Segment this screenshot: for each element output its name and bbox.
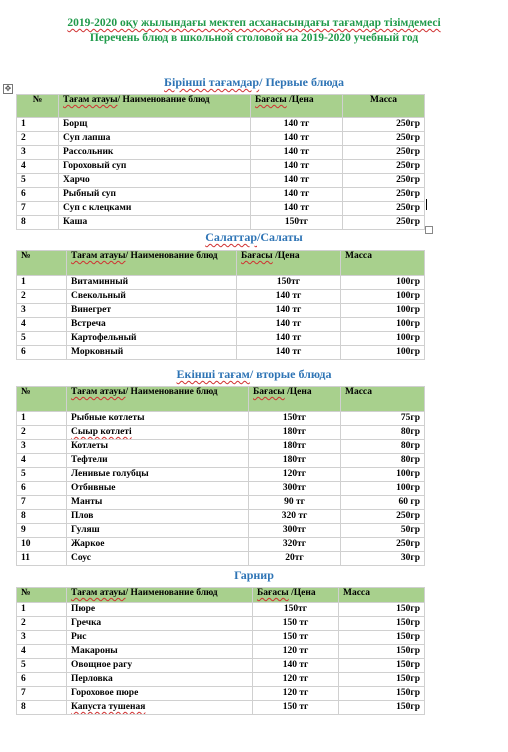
row-number: 5 — [17, 174, 59, 188]
dish-price: 140 тг — [237, 332, 341, 346]
table-row — [17, 412, 425, 426]
dish-price: 180тг — [249, 454, 341, 468]
col-header-number: № — [17, 588, 67, 603]
table-row — [17, 468, 425, 482]
dish-mass: 150гр — [339, 659, 425, 673]
text-cursor — [426, 199, 427, 210]
table-row — [17, 188, 425, 202]
dish-mass: 75гр — [341, 412, 425, 426]
dish-mass: 80гр — [341, 426, 425, 440]
row-number: 1 — [17, 276, 67, 290]
dish-name: Витаминный — [67, 276, 237, 290]
section-heading-main-courses: Екінші тағам/ вторые блюда — [176, 367, 332, 381]
dish-mass: 250гр — [341, 510, 425, 524]
table-header-row — [17, 251, 425, 276]
dish-mass: 150гр — [339, 617, 425, 631]
dish-mass: 250гр — [343, 188, 425, 202]
dish-price: 140 тг — [237, 318, 341, 332]
dish-price: 320тг — [249, 538, 341, 552]
dish-name: Тефтели — [67, 454, 249, 468]
table-salads — [16, 250, 425, 360]
dish-name: Жаркое — [67, 538, 249, 552]
row-number: 4 — [17, 318, 67, 332]
table-row — [17, 673, 425, 687]
row-number: 1 — [17, 603, 67, 617]
row-number: 6 — [17, 188, 59, 202]
table-row — [17, 346, 425, 360]
dish-price: 150 тг — [253, 631, 339, 645]
dish-name: Суп лапша — [59, 132, 251, 146]
row-number: 8 — [17, 701, 67, 715]
row-number: 8 — [17, 510, 67, 524]
dish-price: 150тг — [237, 276, 341, 290]
dish-name: Гуляш — [67, 524, 249, 538]
col-header-name: Тағам атауы/ Наименование блюд — [67, 387, 249, 412]
row-number: 1 — [17, 118, 59, 132]
row-number: 5 — [17, 659, 67, 673]
section-heading-first-courses: Бірінші тағамдар/ Первые блюда — [164, 75, 344, 89]
dish-price: 120тг — [249, 468, 341, 482]
dish-mass: 250гр — [343, 174, 425, 188]
table-row — [17, 552, 425, 566]
dish-name: Макароны — [67, 645, 253, 659]
table-header-row — [17, 588, 425, 603]
section-heading-salads: Салаттар/Салаты — [205, 230, 303, 244]
dish-price: 120 тг — [253, 687, 339, 701]
dish-name: Борщ — [59, 118, 251, 132]
dish-name: Встреча — [67, 318, 237, 332]
col-header-name: Тағам атауы/ Наименование блюд — [59, 95, 251, 118]
table-side-dishes — [16, 587, 425, 715]
dish-price: 150 тг — [253, 701, 339, 715]
dish-mass: 250гр — [343, 146, 425, 160]
dish-price: 300тг — [249, 482, 341, 496]
row-number: 4 — [17, 160, 59, 174]
dish-name: Плов — [67, 510, 249, 524]
dish-name: Соус — [67, 552, 249, 566]
dish-price: 120 тг — [253, 673, 339, 687]
table-row — [17, 202, 425, 216]
row-number: 3 — [17, 146, 59, 160]
col-header-price: Бағасы /Цена — [253, 588, 339, 603]
dish-name: Гречка — [67, 617, 253, 631]
dish-price: 150тг — [251, 216, 343, 230]
row-number: 2 — [17, 290, 67, 304]
table-row — [17, 146, 425, 160]
col-header-price: Бағасы /Цена — [251, 95, 343, 118]
dish-mass: 150гр — [339, 645, 425, 659]
row-number: 7 — [17, 202, 59, 216]
row-number: 5 — [17, 468, 67, 482]
col-header-name: Тағам атауы/ Наименование блюд — [67, 588, 253, 603]
row-number: 6 — [17, 482, 67, 496]
row-number: 9 — [17, 524, 67, 538]
document-title-kz: 2019-2020 оқу жылындағы мектеп асханасындағы тағамдар тізімдемесі — [67, 17, 441, 29]
row-number: 3 — [17, 631, 67, 645]
dish-mass: 100гр — [341, 332, 425, 346]
table-row — [17, 216, 425, 230]
dish-mass: 80гр — [341, 454, 425, 468]
table-header-row — [17, 387, 425, 412]
table-row — [17, 603, 425, 617]
dish-name: Ленивые голубцы — [67, 468, 249, 482]
dish-name: Рассольник — [59, 146, 251, 160]
dish-name: Пюре — [67, 603, 253, 617]
table-row — [17, 318, 425, 332]
dish-name: Морковный — [67, 346, 237, 360]
table-row — [17, 659, 425, 673]
row-number: 7 — [17, 496, 67, 510]
dish-name: Рыбный суп — [59, 188, 251, 202]
dish-price: 140 тг — [253, 659, 339, 673]
dish-mass: 60 гр — [341, 496, 425, 510]
table-first-courses — [16, 94, 425, 230]
row-number: 11 — [17, 552, 67, 566]
dish-mass: 50гр — [341, 524, 425, 538]
table-row — [17, 617, 425, 631]
col-header-price: Бағасы /Цена — [237, 251, 341, 276]
dish-mass: 250гр — [343, 160, 425, 174]
dish-name: Каша — [59, 216, 251, 230]
dish-price: 140 тг — [237, 304, 341, 318]
table-row — [17, 132, 425, 146]
row-number: 3 — [17, 304, 67, 318]
table-row — [17, 645, 425, 659]
col-header-number: № — [17, 251, 67, 276]
table-move-handle-icon[interactable]: ✥ — [4, 84, 12, 93]
dish-price: 140 тг — [251, 118, 343, 132]
table-row — [17, 482, 425, 496]
dish-name: Гороховое пюре — [67, 687, 253, 701]
table-row — [17, 496, 425, 510]
dish-mass: 100гр — [341, 304, 425, 318]
table-header-row — [17, 95, 425, 118]
table-main-courses — [16, 386, 425, 566]
table-row — [17, 174, 425, 188]
dish-mass: 100гр — [341, 468, 425, 482]
dish-price: 150тг — [249, 412, 341, 426]
dish-mass: 150гр — [339, 631, 425, 645]
table-row — [17, 118, 425, 132]
dish-mass: 100гр — [341, 346, 425, 360]
row-number: 2 — [17, 617, 67, 631]
dish-mass: 30гр — [341, 552, 425, 566]
col-header-mass: Масса — [341, 251, 425, 276]
dish-mass: 100гр — [341, 276, 425, 290]
dish-mass: 150гр — [339, 687, 425, 701]
dish-price: 150тг — [253, 603, 339, 617]
dish-name: Отбивные — [67, 482, 249, 496]
dish-mass: 250гр — [343, 202, 425, 216]
row-number: 4 — [17, 645, 67, 659]
col-header-mass: Масса — [339, 588, 425, 603]
dish-price: 320 тг — [249, 510, 341, 524]
dish-price: 140 тг — [237, 290, 341, 304]
dish-mass: 80гр — [341, 440, 425, 454]
dish-mass: 100гр — [341, 482, 425, 496]
row-number: 1 — [17, 412, 67, 426]
dish-name: Капуста тушеная — [67, 701, 253, 715]
table-row — [17, 276, 425, 290]
dish-name: Рис — [67, 631, 253, 645]
row-number: 4 — [17, 454, 67, 468]
dish-name: Овощное рагу — [67, 659, 253, 673]
dish-mass: 100гр — [341, 290, 425, 304]
dish-price: 140 тг — [251, 132, 343, 146]
table-row — [17, 631, 425, 645]
row-number: 5 — [17, 332, 67, 346]
row-number: 2 — [17, 426, 67, 440]
dish-price: 300тг — [249, 524, 341, 538]
dish-mass: 250гр — [343, 132, 425, 146]
table-row — [17, 687, 425, 701]
dish-name: Винегрет — [67, 304, 237, 318]
row-number: 6 — [17, 346, 67, 360]
col-header-mass: Масса — [343, 95, 425, 118]
table-row — [17, 426, 425, 440]
dish-price: 120 тг — [253, 645, 339, 659]
dish-mass: 100гр — [341, 318, 425, 332]
dish-mass: 150гр — [339, 673, 425, 687]
col-header-mass: Масса — [341, 387, 425, 412]
dish-mass: 150гр — [339, 603, 425, 617]
dish-name: Рыбные котлеты — [67, 412, 249, 426]
table-row — [17, 290, 425, 304]
table-row — [17, 454, 425, 468]
table-row — [17, 538, 425, 552]
dish-mass: 150гр — [339, 701, 425, 715]
table-row — [17, 440, 425, 454]
dish-name: Котлеты — [67, 440, 249, 454]
dish-price: 150 тг — [253, 617, 339, 631]
dish-price: 140 тг — [251, 160, 343, 174]
table-row — [17, 510, 425, 524]
dish-price: 180тг — [249, 440, 341, 454]
table-row — [17, 304, 425, 318]
dish-name: Суп с клецками — [59, 202, 251, 216]
row-number: 10 — [17, 538, 67, 552]
row-number: 7 — [17, 687, 67, 701]
dish-price: 140 тг — [251, 174, 343, 188]
col-header-number: № — [17, 387, 67, 412]
dish-price: 140 тг — [251, 146, 343, 160]
dish-price: 20тг — [249, 552, 341, 566]
table-row — [17, 524, 425, 538]
dish-name: Свекольный — [67, 290, 237, 304]
dish-price: 140 тг — [251, 202, 343, 216]
dish-name: Картофельный — [67, 332, 237, 346]
dish-name: Гороховый суп — [59, 160, 251, 174]
row-number: 8 — [17, 216, 59, 230]
table-row — [17, 701, 425, 715]
col-header-number: № — [17, 95, 59, 118]
dish-name: Сыыр котлеті — [67, 426, 249, 440]
col-header-price: Бағасы /Цена — [249, 387, 341, 412]
dish-mass: 250гр — [343, 118, 425, 132]
row-number: 2 — [17, 132, 59, 146]
table-row — [17, 160, 425, 174]
dish-name: Манты — [67, 496, 249, 510]
dish-price: 90 тг — [249, 496, 341, 510]
col-header-name: Тағам атауы/ Наименование блюд — [67, 251, 237, 276]
table-row — [17, 332, 425, 346]
dish-mass: 250гр — [341, 538, 425, 552]
section-heading-side-dishes: Гарнир — [234, 568, 274, 582]
dish-price: 140 тг — [251, 188, 343, 202]
dish-price: 140 тг — [237, 346, 341, 360]
dish-mass: 250гр — [343, 216, 425, 230]
document-title-ru: Перечень блюд в школьной столовой на 2019-2020 учебный год — [89, 32, 419, 44]
row-number: 6 — [17, 673, 67, 687]
row-number: 3 — [17, 440, 67, 454]
dish-price: 180тг — [249, 426, 341, 440]
dish-name: Харчо — [59, 174, 251, 188]
dish-name: Перловка — [67, 673, 253, 687]
